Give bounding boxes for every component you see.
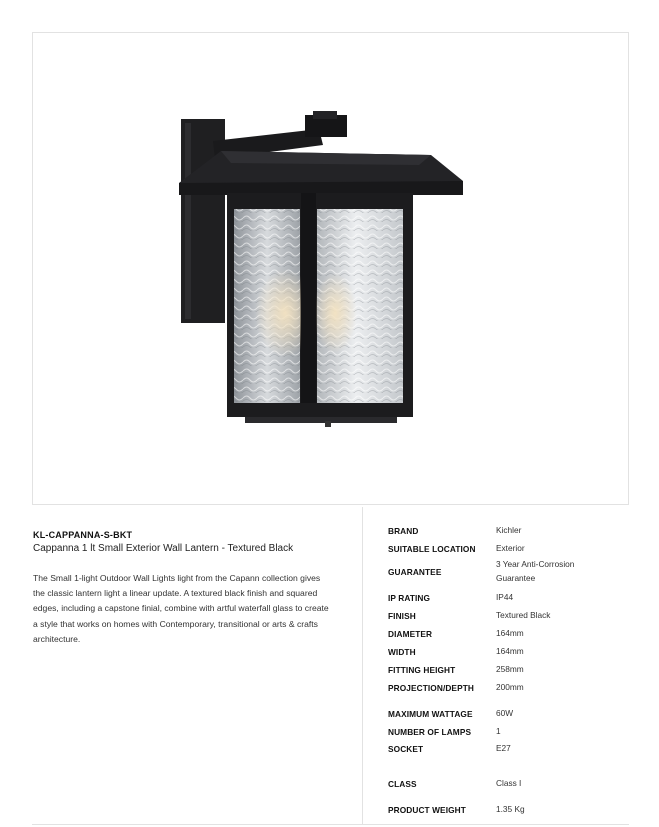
spec-value-class: Class I bbox=[496, 778, 522, 788]
spec-label-guarantee: GUARANTEE bbox=[388, 567, 442, 577]
spec-label-width: WIDTH bbox=[388, 647, 416, 657]
spec-label-ip-rating: IP RATING bbox=[388, 593, 431, 603]
spec-label-max-wattage: MAXIMUM WATTAGE bbox=[388, 709, 473, 719]
spec-value-weight: 1.35 Kg bbox=[496, 804, 525, 814]
spec-value-socket: E27 bbox=[496, 743, 511, 753]
spec-value-guarantee: 3 Year Anti-Corrosion Guarantee bbox=[496, 559, 575, 583]
product-description: The Small 1-light Outdoor Wall Lights light from the Capann collection gives the classic lantern light a linear update. A textured black finish and squared edges, including a capstone finial, combine with artful waterfall glass to create a style that works on homes with Contemporary, transitional or arts & crafts architecture. bbox=[33, 573, 329, 644]
wall-lantern-icon bbox=[33, 33, 630, 506]
spec-value-brand: Kichler bbox=[496, 525, 522, 535]
spec-label-socket: SOCKET bbox=[388, 744, 424, 754]
column-divider bbox=[362, 507, 363, 825]
spec-value-location: Exterior bbox=[496, 543, 525, 553]
spec-value-projection: 200mm bbox=[496, 682, 524, 692]
spec-label-projection: PROJECTION/DEPTH bbox=[388, 683, 474, 693]
spec-label-fitting-height: FITTING HEIGHT bbox=[388, 665, 456, 675]
bottom-divider bbox=[32, 824, 629, 825]
spec-value-finish: Textured Black bbox=[496, 610, 551, 620]
spec-label-weight: PRODUCT WEIGHT bbox=[388, 805, 466, 815]
product-image-frame bbox=[32, 32, 629, 505]
product-title: Cappanna 1 lt Small Exterior Wall Lantern - Textured Black bbox=[33, 543, 294, 554]
spec-label-lamps: NUMBER OF LAMPS bbox=[388, 727, 472, 737]
product-sku: KL-CAPPANNA-S-BKT bbox=[33, 530, 133, 540]
spec-value-width: 164mm bbox=[496, 646, 524, 656]
spec-label-diameter: DIAMETER bbox=[388, 629, 433, 639]
spec-value-fitting-height: 258mm bbox=[496, 664, 524, 674]
spec-value-ip-rating: IP44 bbox=[496, 592, 514, 602]
spec-label-class: CLASS bbox=[388, 779, 417, 789]
spec-value-diameter: 164mm bbox=[496, 628, 524, 638]
spec-value-lamps: 1 bbox=[496, 726, 501, 736]
spec-label-finish: FINISH bbox=[388, 611, 416, 621]
spec-label-brand: BRAND bbox=[388, 526, 419, 536]
spec-value-max-wattage: 60W bbox=[496, 708, 514, 718]
spec-label-location: SUITABLE LOCATION bbox=[388, 544, 476, 554]
